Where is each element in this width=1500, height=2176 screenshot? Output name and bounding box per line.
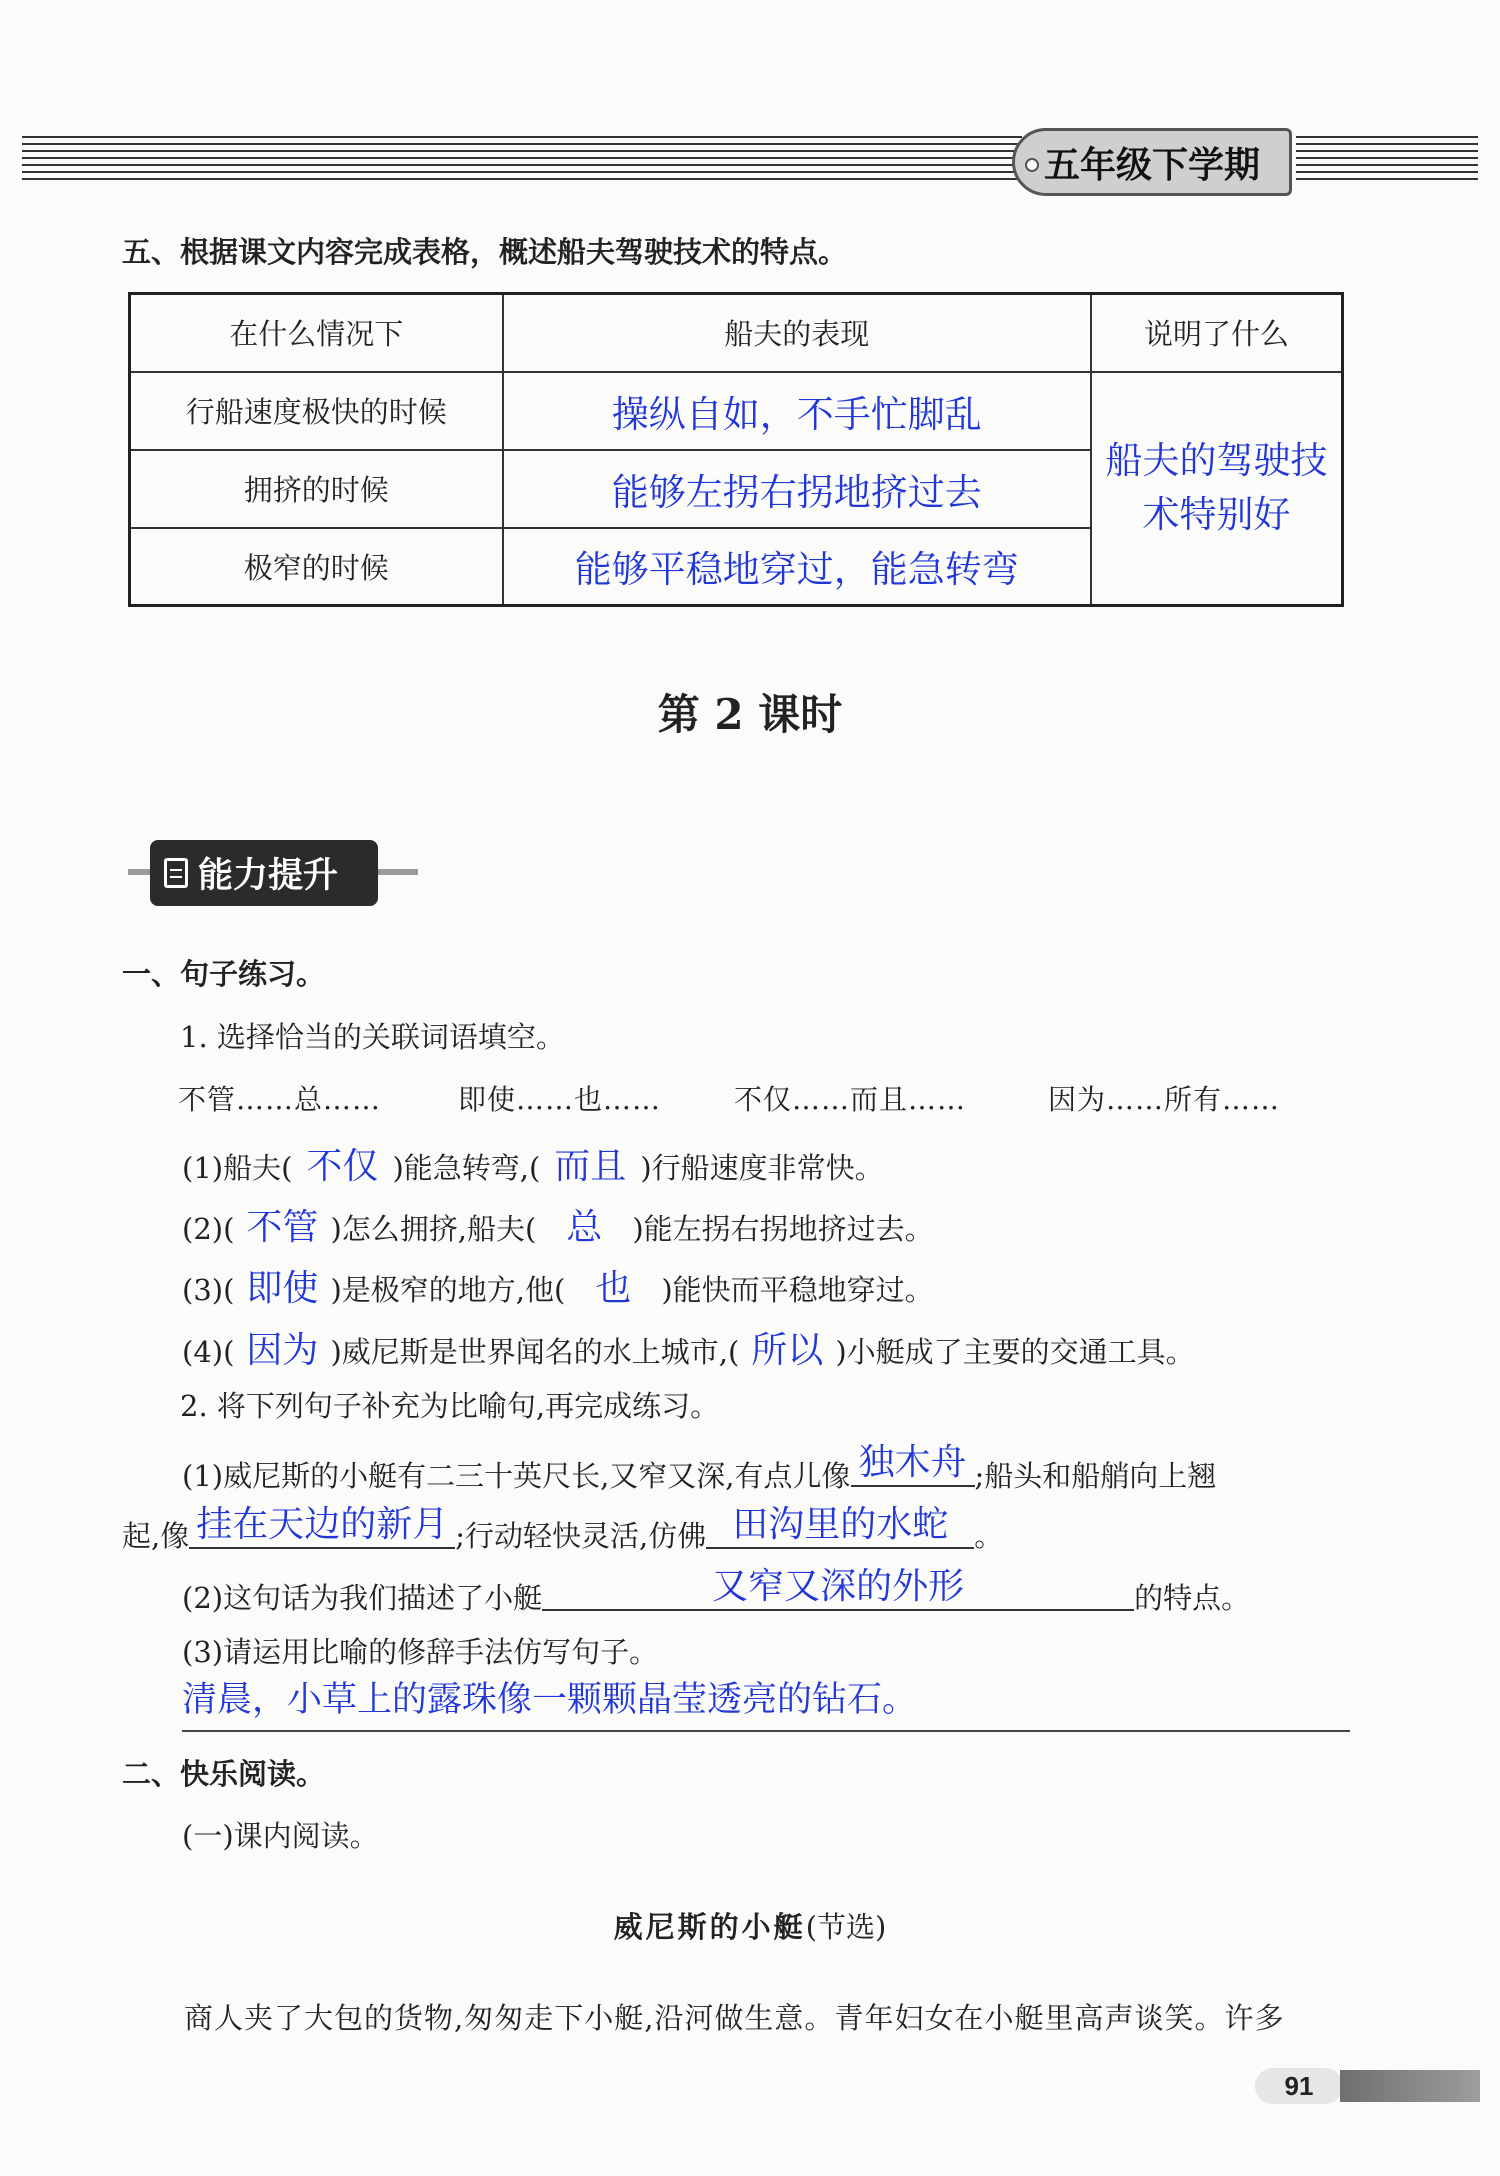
answer-blank: 也 [595,1268,632,1309]
q2-text: 的特点。 [1134,1581,1251,1615]
passage-title [0,1905,1500,1946]
fill-item [182,1138,884,1189]
document-icon [164,858,188,888]
fill-item [182,1322,1195,1373]
item-text: ( [223,1273,235,1307]
answer-blank: 总 [566,1207,603,1248]
section-badge [150,840,378,906]
conclusion-answer [1091,372,1342,606]
option: 因为……所有…… [1048,1083,1281,1116]
option: 不管……总…… [178,1083,382,1116]
item-text: )威尼斯是世界闻名的水上城市,( [330,1335,740,1369]
option: 不仅……而且…… [734,1083,967,1116]
item-number: (4) [182,1335,224,1369]
passage-note: (节选) [805,1910,887,1944]
answer-blank: 不管 [246,1207,319,1248]
answer-blank: 即使 [246,1268,319,1309]
conclusion-line: 术特别好 [1142,493,1291,537]
col-header: 船夫的表现 [503,294,1092,372]
answer-blank: 又窄又深的外形 [542,1558,1134,1611]
q2-1-line1 [182,1442,1217,1499]
fill-item [182,1199,934,1250]
item-text: )能急转弯,( [392,1151,541,1185]
part2-title: 二、快乐阅读。 [122,1757,326,1791]
item-text: )行船速度非常快。 [640,1151,884,1185]
header-stripes [22,136,1022,182]
q2-text: (1)威尼斯的小艇有二三十英尺长,又窄又深,有点儿像 [182,1459,851,1493]
q2-text: 。 [974,1519,1004,1553]
passage-line: 商人夹了大包的货物,匆匆走下小艇,沿河做生意。青年妇女在小艇里高声谈笑。许多 [184,2001,1285,2035]
q2-2 [182,1568,1250,1621]
performance-answer: 能够平稳地穿过，能急转弯 [503,528,1092,606]
item-text: ( [223,1335,235,1369]
performance-answer: 操纵自如，不手忙脚乱 [503,372,1092,450]
item-text: )能快而平稳地穿过。 [661,1273,934,1307]
col-header: 在什么情况下 [130,294,503,372]
q5-table [128,292,1344,607]
item-text: )怎么拥挤,船夫( [330,1212,537,1246]
lesson-title: 第 2 课时 [657,690,843,739]
fill-item [182,1260,934,1311]
answer-blank: 而且 [554,1146,627,1187]
item-text: )能左拐右拐地挤过去。 [632,1212,934,1246]
item-number: (1) [182,1151,224,1185]
q2-3: (3)请运用比喻的修辞手法仿写句子。 [182,1635,659,1669]
answer-blank: 挂在天边的新月 [189,1496,455,1549]
item-number: (3) [182,1273,224,1307]
situation-cell: 行船速度极快的时候 [130,372,503,450]
q2-text: ;行动轻快灵活,仿佛 [455,1519,707,1553]
table-header-row [130,294,1343,372]
situation-cell: 拥挤的时候 [130,450,503,528]
tab-dot-icon [1025,158,1039,172]
option: 即使……也…… [458,1083,662,1116]
col-header: 说明了什么 [1091,294,1342,372]
table-row [130,372,1343,450]
q2-text: ;船头和船艄向上翘 [974,1459,1217,1493]
item-text: 船夫( [223,1151,293,1185]
grade-label: 五年级下学期 [1012,128,1292,196]
item-text: )小艇成了主要的交通工具。 [835,1335,1195,1369]
part2-sub: (一)课内阅读。 [182,1819,379,1853]
passage-title-text: 威尼斯的小艇 [613,1910,806,1944]
situation-cell: 极窄的时候 [130,528,503,606]
page-bar [1340,2070,1480,2102]
header-stripes-right [1296,136,1478,182]
q2-1-line2 [122,1506,1003,1559]
q1-title: 1. 选择恰当的关联词语填空。 [180,1020,565,1054]
answer-line: 清晨，小草上的露珠像一颗颗晶莹透亮的钻石。 [182,1672,1350,1732]
answer-blank: 所以 [751,1330,824,1371]
answer-blank: 田沟里的水蛇 [706,1496,974,1549]
q2-title: 2. 将下列句子补充为比喻句,再完成练习。 [180,1389,720,1423]
answer-blank: 独木舟 [851,1434,975,1487]
page-number: 91 [1255,2068,1343,2104]
q2-text: 起,像 [122,1519,190,1553]
part1-title: 一、句子练习。 [122,957,326,991]
item-text: )是极窄的地方,他( [330,1273,566,1307]
answer-blank: 因为 [246,1330,319,1371]
answer-blank: 不仅 [306,1146,379,1187]
item-number: (2) [182,1212,224,1246]
q5-title: 五、根据课文内容完成表格，概述船夫驾驶技术的特点。 [122,235,848,269]
section-badge-label: 能力提升 [198,856,339,896]
conclusion-line: 船夫的驾驶技 [1105,439,1328,483]
q2-text: (2)这句话为我们描述了小艇 [182,1581,543,1615]
item-text: ( [223,1212,235,1246]
performance-answer: 能够左拐右拐地挤过去 [503,450,1092,528]
